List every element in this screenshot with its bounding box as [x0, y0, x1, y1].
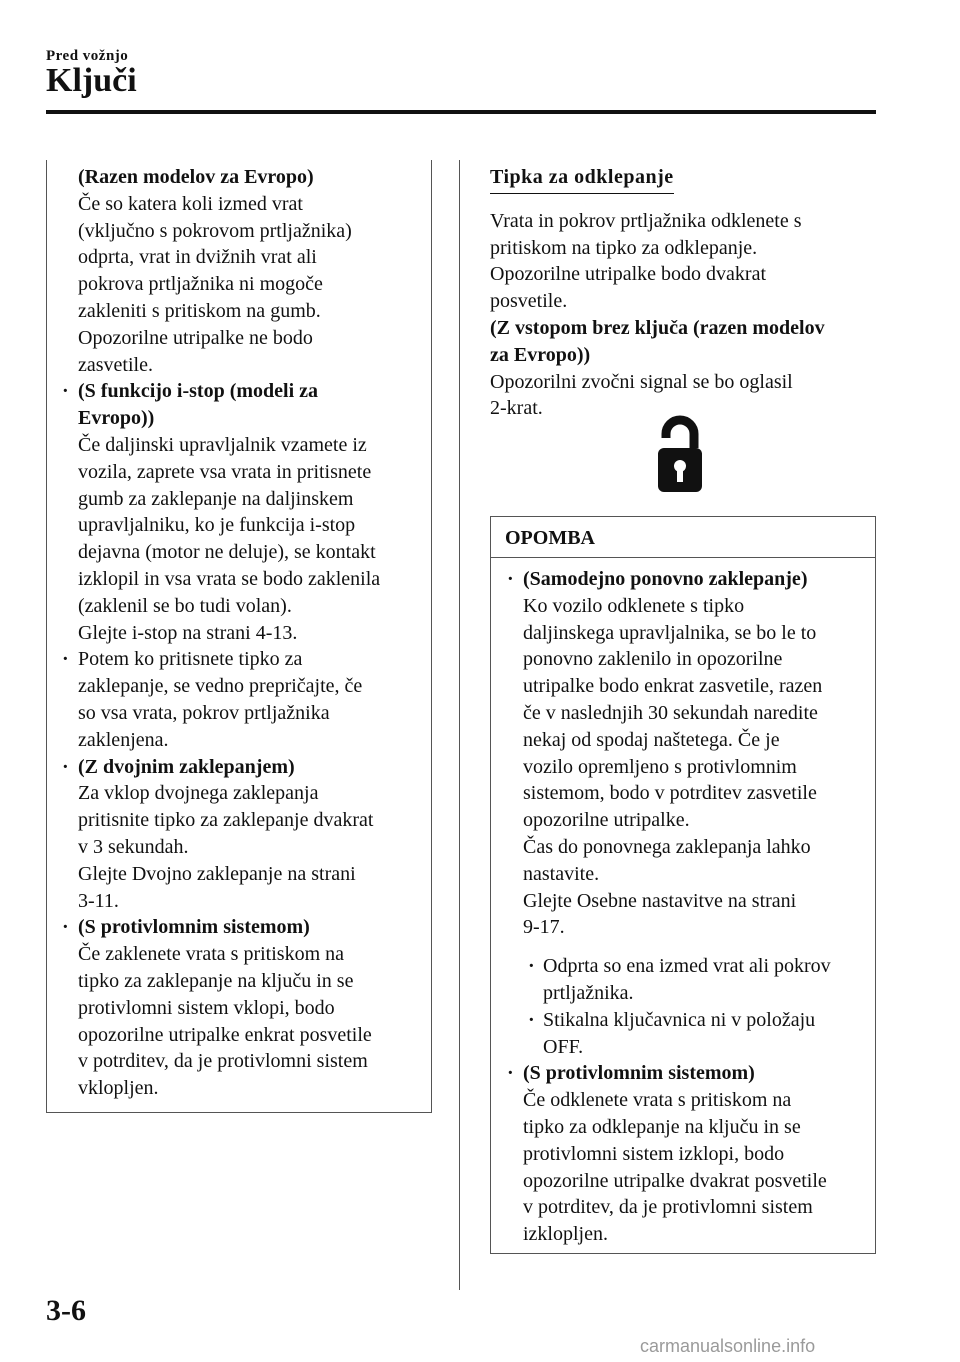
right-column-line: Opozorilne utripalke bodo dvakrat: [490, 263, 767, 286]
left-column-line: · (S protivlomnim sistemom): [47, 914, 421, 941]
note-line: v potrditev, da je protivlomni sistem: [523, 1196, 813, 1219]
left-column-line: (vključno s pokrovom prtljažnika): [78, 219, 352, 242]
left-column-line: Glejte i-stop na strani 4-13.: [78, 621, 298, 644]
note-line: opozorilne utripalke.: [523, 809, 690, 832]
note-line: nekaj od spodaj naštetega. Če je: [523, 728, 780, 751]
left-column-line: Za vklop dvojnega zaklepanja: [78, 782, 319, 805]
left-column-line: (Razen modelov za Evropo): [78, 166, 314, 188]
right-column-line: posvetile.: [490, 290, 568, 313]
note-line: protivlomni sistem izklopi, bodo: [523, 1142, 785, 1165]
left-column-line: · (S funkcijo i-stop (modeli za: [47, 378, 421, 405]
note-line: sistemom, bodo v potrditev zasvetile: [523, 782, 817, 805]
left-column-text: [47, 164, 421, 1102]
note-line: Glejte Osebne nastavitve na strani: [523, 889, 797, 912]
left-column-line: protivlomni sistem vklopi, bodo: [78, 996, 335, 1019]
note-line: Ko vozilo odklenete s tipko: [523, 594, 745, 617]
right-column-line: Opozorilni zvočni signal se bo oglasil: [490, 370, 793, 393]
note-line: nastavite.: [523, 862, 600, 885]
left-column-line: · Potem ko pritisnete tipko za: [47, 646, 421, 673]
left-column-line: vozila, zaprete vsa vrata in pritisnete: [78, 460, 372, 483]
left-column-line: opozorilne utripalke enkrat posvetile: [78, 1023, 372, 1046]
left-column-line: Če daljinski upravljalnik vzamete iz: [78, 433, 367, 456]
left-column-line: Evropo)): [78, 407, 155, 430]
right-column-line: Vrata in pokrov prtljažnika odklenete s: [490, 209, 802, 232]
note-line: utripalke bodo enkrat zasvetile, razen: [523, 675, 823, 698]
page-title: Ključi: [46, 62, 137, 99]
left-column-line: · (Z dvojnim zaklepanjem): [47, 754, 421, 781]
note-text: [491, 558, 875, 1248]
note-line: prtljažnika.: [543, 981, 634, 1004]
right-column-line: 2-krat.: [490, 397, 543, 420]
left-column-line: zasvetile.: [78, 353, 153, 376]
left-column-line: pritisnite tipko za zaklepanje dvakrat: [78, 809, 374, 832]
note-heading: OPOMBA: [491, 517, 875, 558]
note-line: izklopljen.: [523, 1223, 608, 1246]
right-column-line: za Evropo)): [490, 343, 591, 366]
note-line: vozilo opremljeno s protivlomnim: [523, 755, 797, 778]
left-column-line: v potrditev, da je protivlomni sistem: [78, 1050, 368, 1073]
note-line: opozorilne utripalke dvakrat posvetile: [523, 1169, 827, 1192]
left-column-line: so vsa vrata, pokrov prtljažnika: [78, 701, 330, 724]
left-column-line: (zaklenil se bo tudi volan).: [78, 594, 292, 617]
left-column-line: zakleniti s pritiskom na gumb.: [78, 299, 321, 322]
left-column-line: zaklenjena.: [78, 728, 169, 751]
note-line: · (S protivlomnim sistemom): [491, 1060, 865, 1087]
watermark: carmanualsonline.info: [640, 1336, 816, 1356]
left-column-line: Opozorilne utripalke ne bodo: [78, 326, 313, 349]
left-column-line: Če so katera koli izmed vrat: [78, 192, 303, 215]
right-column: [490, 164, 876, 422]
note-line: Čas do ponovnega zaklepanja lahko: [523, 835, 811, 858]
left-column-line: upravljalniku, ko je funkcija i-stop: [78, 514, 356, 537]
left-column-line: tipko za zaklepanje na ključu in se: [78, 969, 354, 992]
note-line: daljinskega upravljalnika, se bo le to: [523, 621, 817, 644]
unlock-button-heading: Tipka za odklepanje: [490, 164, 674, 194]
note-line: tipko za odklepanje na ključu in se: [523, 1115, 801, 1138]
note-line: OFF.: [543, 1035, 584, 1058]
left-column-line: Glejte Dvojno zaklepanje na strani: [78, 862, 356, 885]
right-column-text: [490, 208, 876, 422]
right-column-line: pritiskom na tipko za odklepanje.: [490, 236, 758, 259]
note-line: 9-17.: [523, 916, 565, 939]
note-box: [490, 516, 876, 1254]
page-number: 3-6: [46, 1294, 86, 1327]
column-divider: [459, 160, 460, 1290]
unlock-icon: [648, 412, 712, 496]
left-column-line: Če zaklenete vrata s pritiskom na: [78, 943, 345, 966]
note-line: če v naslednjih 30 sekundah naredite: [523, 701, 818, 724]
left-column-line: gumb za zaklepanje na daljinskem: [78, 487, 354, 510]
note-line: Če odklenete vrata s pritiskom na: [523, 1089, 792, 1112]
note-line: ponovno zaklenilo in opozorilne: [523, 648, 783, 671]
note-line: · (Samodejno ponovno zaklepanje): [491, 566, 865, 593]
left-column-line: 3-11.: [78, 889, 119, 912]
note-line: · Odprta so ena izmed vrat ali pokrov: [491, 953, 865, 980]
section-label: Pred vožnjo: [46, 48, 129, 64]
right-column-line: (Z vstopom brez ključa (razen modelov: [490, 316, 825, 339]
left-column-line: v 3 sekundah.: [78, 835, 189, 858]
left-column-line: vklopljen.: [78, 1077, 159, 1100]
left-column-line: dejavna (motor ne deluje), se kontakt: [78, 541, 376, 564]
left-column-box: [46, 160, 432, 1113]
left-column-line: izklopil in vsa vrata se bodo zaklenila: [78, 567, 381, 590]
left-column-line: odprta, vrat in dvižnih vrat ali: [78, 246, 317, 269]
title-rule: [46, 110, 876, 114]
left-column-line: pokrova prtljažnika ni mogoče: [78, 273, 323, 296]
left-column-line: zaklepanje, se vedno prepričajte, če: [78, 675, 363, 698]
note-line: · Stikalna ključavnica ni v položaju: [491, 1007, 865, 1034]
